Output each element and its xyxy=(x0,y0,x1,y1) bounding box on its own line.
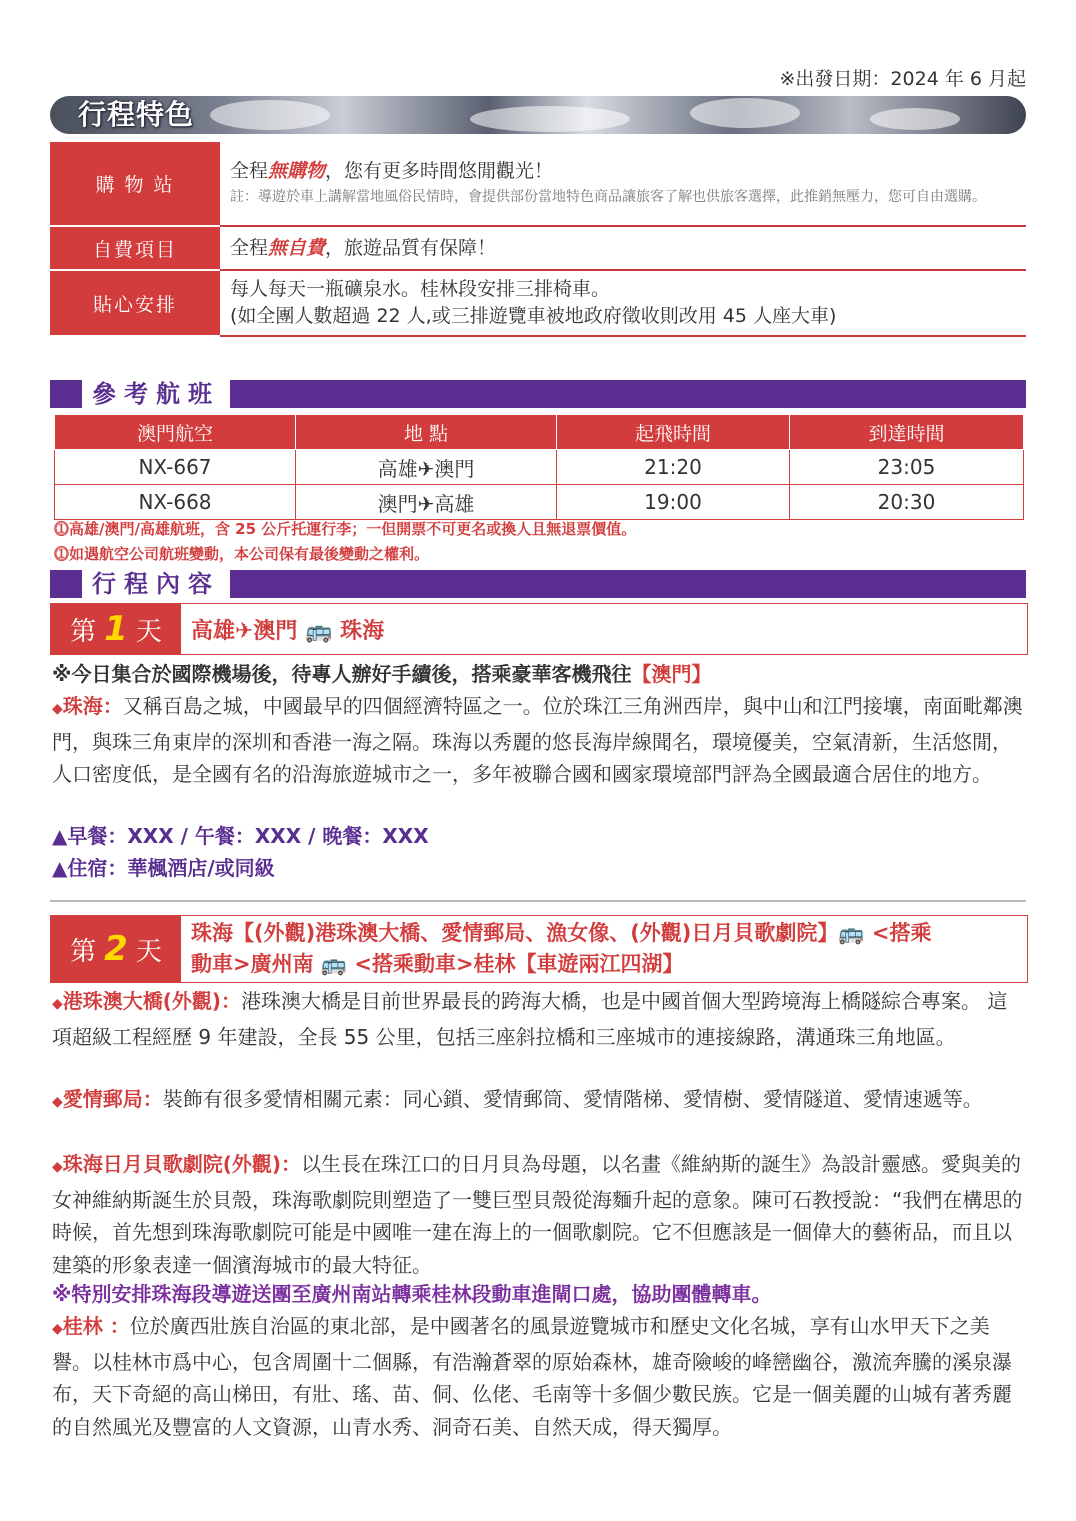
flight-route: 高雄✈澳門 xyxy=(296,450,557,485)
feature-label: 貼心安排 xyxy=(50,270,220,336)
flights-table xyxy=(54,414,1024,520)
day2-guilin: ◆桂林 ：位於廣西壯族自治區的東北部，是中國著名的風景遊覽城市和歷史文化名城，享有山水甲天下之美譽。以桂林市爲中心，包含周圍十二個縣，有浩瀚蒼翠的原始森林，雄奇險峻的峰巒幽谷，激流奔騰的溪泉瀑布，天下奇絕的高山梯田，有壯、瑤、苗、侗、仫佬、毛南等十多個少數民族。它是一個美麗的山城有著秀麗的自然風光及豐富的人文資源，山青水秀、洞奇石美、自然天成，得天獨厚。 xyxy=(52,1314,1012,1439)
departure-date: ※出發日期：2024 年 6 月起 xyxy=(779,68,1026,90)
itinerary-section-header xyxy=(50,570,1026,598)
day-badge: 第 2 天 xyxy=(51,916,181,982)
feature-note: 註：導遊於車上講解當地風俗民情時，會提供部份當地特色商品讓旅客了解也供旅客選擇，此推銷無壓力，您可自由選購。 xyxy=(230,189,986,205)
feature-label: 購 物 站 xyxy=(50,142,220,226)
flights-section-header xyxy=(50,380,1026,408)
section-title: 參考航班 xyxy=(82,380,230,408)
feature-value: 每人每天一瓶礦泉水。桂林段安排三排椅車。 (如全團人數超過 22 人,或三排遊覽車被地政府徵收則改用 45 人座大車) xyxy=(220,270,1026,336)
flight-route: 澳門✈高雄 xyxy=(296,485,557,520)
column-header: 地 點 xyxy=(296,415,557,450)
day1-intro: ※今日集合於國際機場後，待專人辦好手續後，搭乘豪華客機飛往【澳門】 xyxy=(52,662,712,686)
column-header: 澳門航空 xyxy=(55,415,296,450)
feature-value: 全程無購物，您有更多時間悠閒觀光！ 註：導遊於車上講解當地風俗民情時，會提供部份當地特色商品讓旅客了解也供旅客選擇，此推銷無壓力，您可自由選購。 xyxy=(220,142,1026,226)
day-2-header xyxy=(50,915,1028,983)
flight-no: NX-667 xyxy=(55,450,296,485)
day-badge: 第 1 天 xyxy=(51,604,181,654)
day-route: 高雄✈澳門 🚌 珠海 xyxy=(191,619,385,644)
flight-arrival: 23:05 xyxy=(790,450,1024,485)
flight-note: ⓵如遇航空公司航班變動，本公司保有最後變動之權利。 xyxy=(54,545,430,563)
table-header-row xyxy=(55,415,1024,450)
flight-departure: 19:00 xyxy=(557,485,790,520)
day1-zhuhai: ◆珠海：又稱百島之城，中國最早的四個經濟特區之一。位於珠江三角洲西岸，與中山和江門接壤，南面毗鄰澳門，與珠三角東岸的深圳和香港一海之隔。珠海以秀麗的悠長海岸線聞名，環境優美，空氣清新，生活悠閒，人口密度低，是全國有名的沿海旅遊城市之一，多年被聯合國和國家環境部門評為全國最適合居住的地方。 xyxy=(52,694,1023,786)
day1-meals: ▲早餐：XXX / 午餐：XXX / 晚餐：XXX xyxy=(52,824,429,848)
divider xyxy=(50,900,1026,902)
feature-table xyxy=(50,142,1026,337)
day1-hotel: ▲住宿：華楓酒店/或同級 xyxy=(52,856,275,880)
day2-bridge: ◆港珠澳大橋(外觀)：港珠澳大橋是目前世界最長的跨海大橋，也是中國首個大型跨境海上橋隧綜合專案。 這項超級工程經歷 9 年建設，全長 55 公里，包括三座斜拉橋和三座城市的連接線路，溝通珠三角地區。 xyxy=(52,989,1008,1049)
feature-banner xyxy=(50,96,1026,134)
flight-note: ⓵高雄/澳門/高雄航班，含 25 公斤托運行李；一但開票不可更名或換人且無退票價值。 xyxy=(54,520,637,538)
banner-title: 行程特色 xyxy=(78,98,195,131)
day-1-header xyxy=(50,603,1028,655)
table-row xyxy=(55,485,1024,520)
flight-no: NX-668 xyxy=(55,485,296,520)
column-header: 到達時間 xyxy=(790,415,1024,450)
day2-special: ※特別安排珠海段導遊送團至廣州南站轉乘桂林段動車進閘口處，協助團體轉車。 xyxy=(52,1282,772,1306)
day-route: 珠海【(外觀)港珠澳大橋、愛情郵局、漁女像、(外觀)日月貝歌劇院】🚌 <搭乘 動車>廣州南 🚌 <搭乘動車>桂林【車遊兩江四湖】 xyxy=(191,921,932,976)
column-header: 起飛時間 xyxy=(557,415,790,450)
day2-opera: ◆珠海日月貝歌劇院(外觀)：以生長在珠江口的日月貝為母題，以名畫《維納斯的誕生》為設計靈感。愛與美的女神維納斯誕生於貝殼，珠海歌劇院則塑造了一雙巨型貝殼從海麵升起的意象。陳可石教授說：“我們在構思的時候，首先想到珠海歌劇院可能是中國唯一建在海上的一個歌劇院。它不但應該是一個偉大的藝術品，而且以建築的形象表達一個濱海城市的最大特征。 xyxy=(52,1152,1023,1277)
table-row xyxy=(55,450,1024,485)
day2-post-office: ◆愛情郵局：裝飾有很多愛情相關元素：同心鎖、愛情郵筒、愛情階梯、愛情樹、愛情隧道、愛情速遞等。 xyxy=(52,1087,983,1111)
feature-label: 自費項目 xyxy=(50,226,220,270)
flight-arrival: 20:30 xyxy=(790,485,1024,520)
feature-value: 全程無自費，旅遊品質有保障！ xyxy=(220,226,1026,270)
section-title: 行程內容 xyxy=(82,570,230,598)
flight-departure: 21:20 xyxy=(557,450,790,485)
